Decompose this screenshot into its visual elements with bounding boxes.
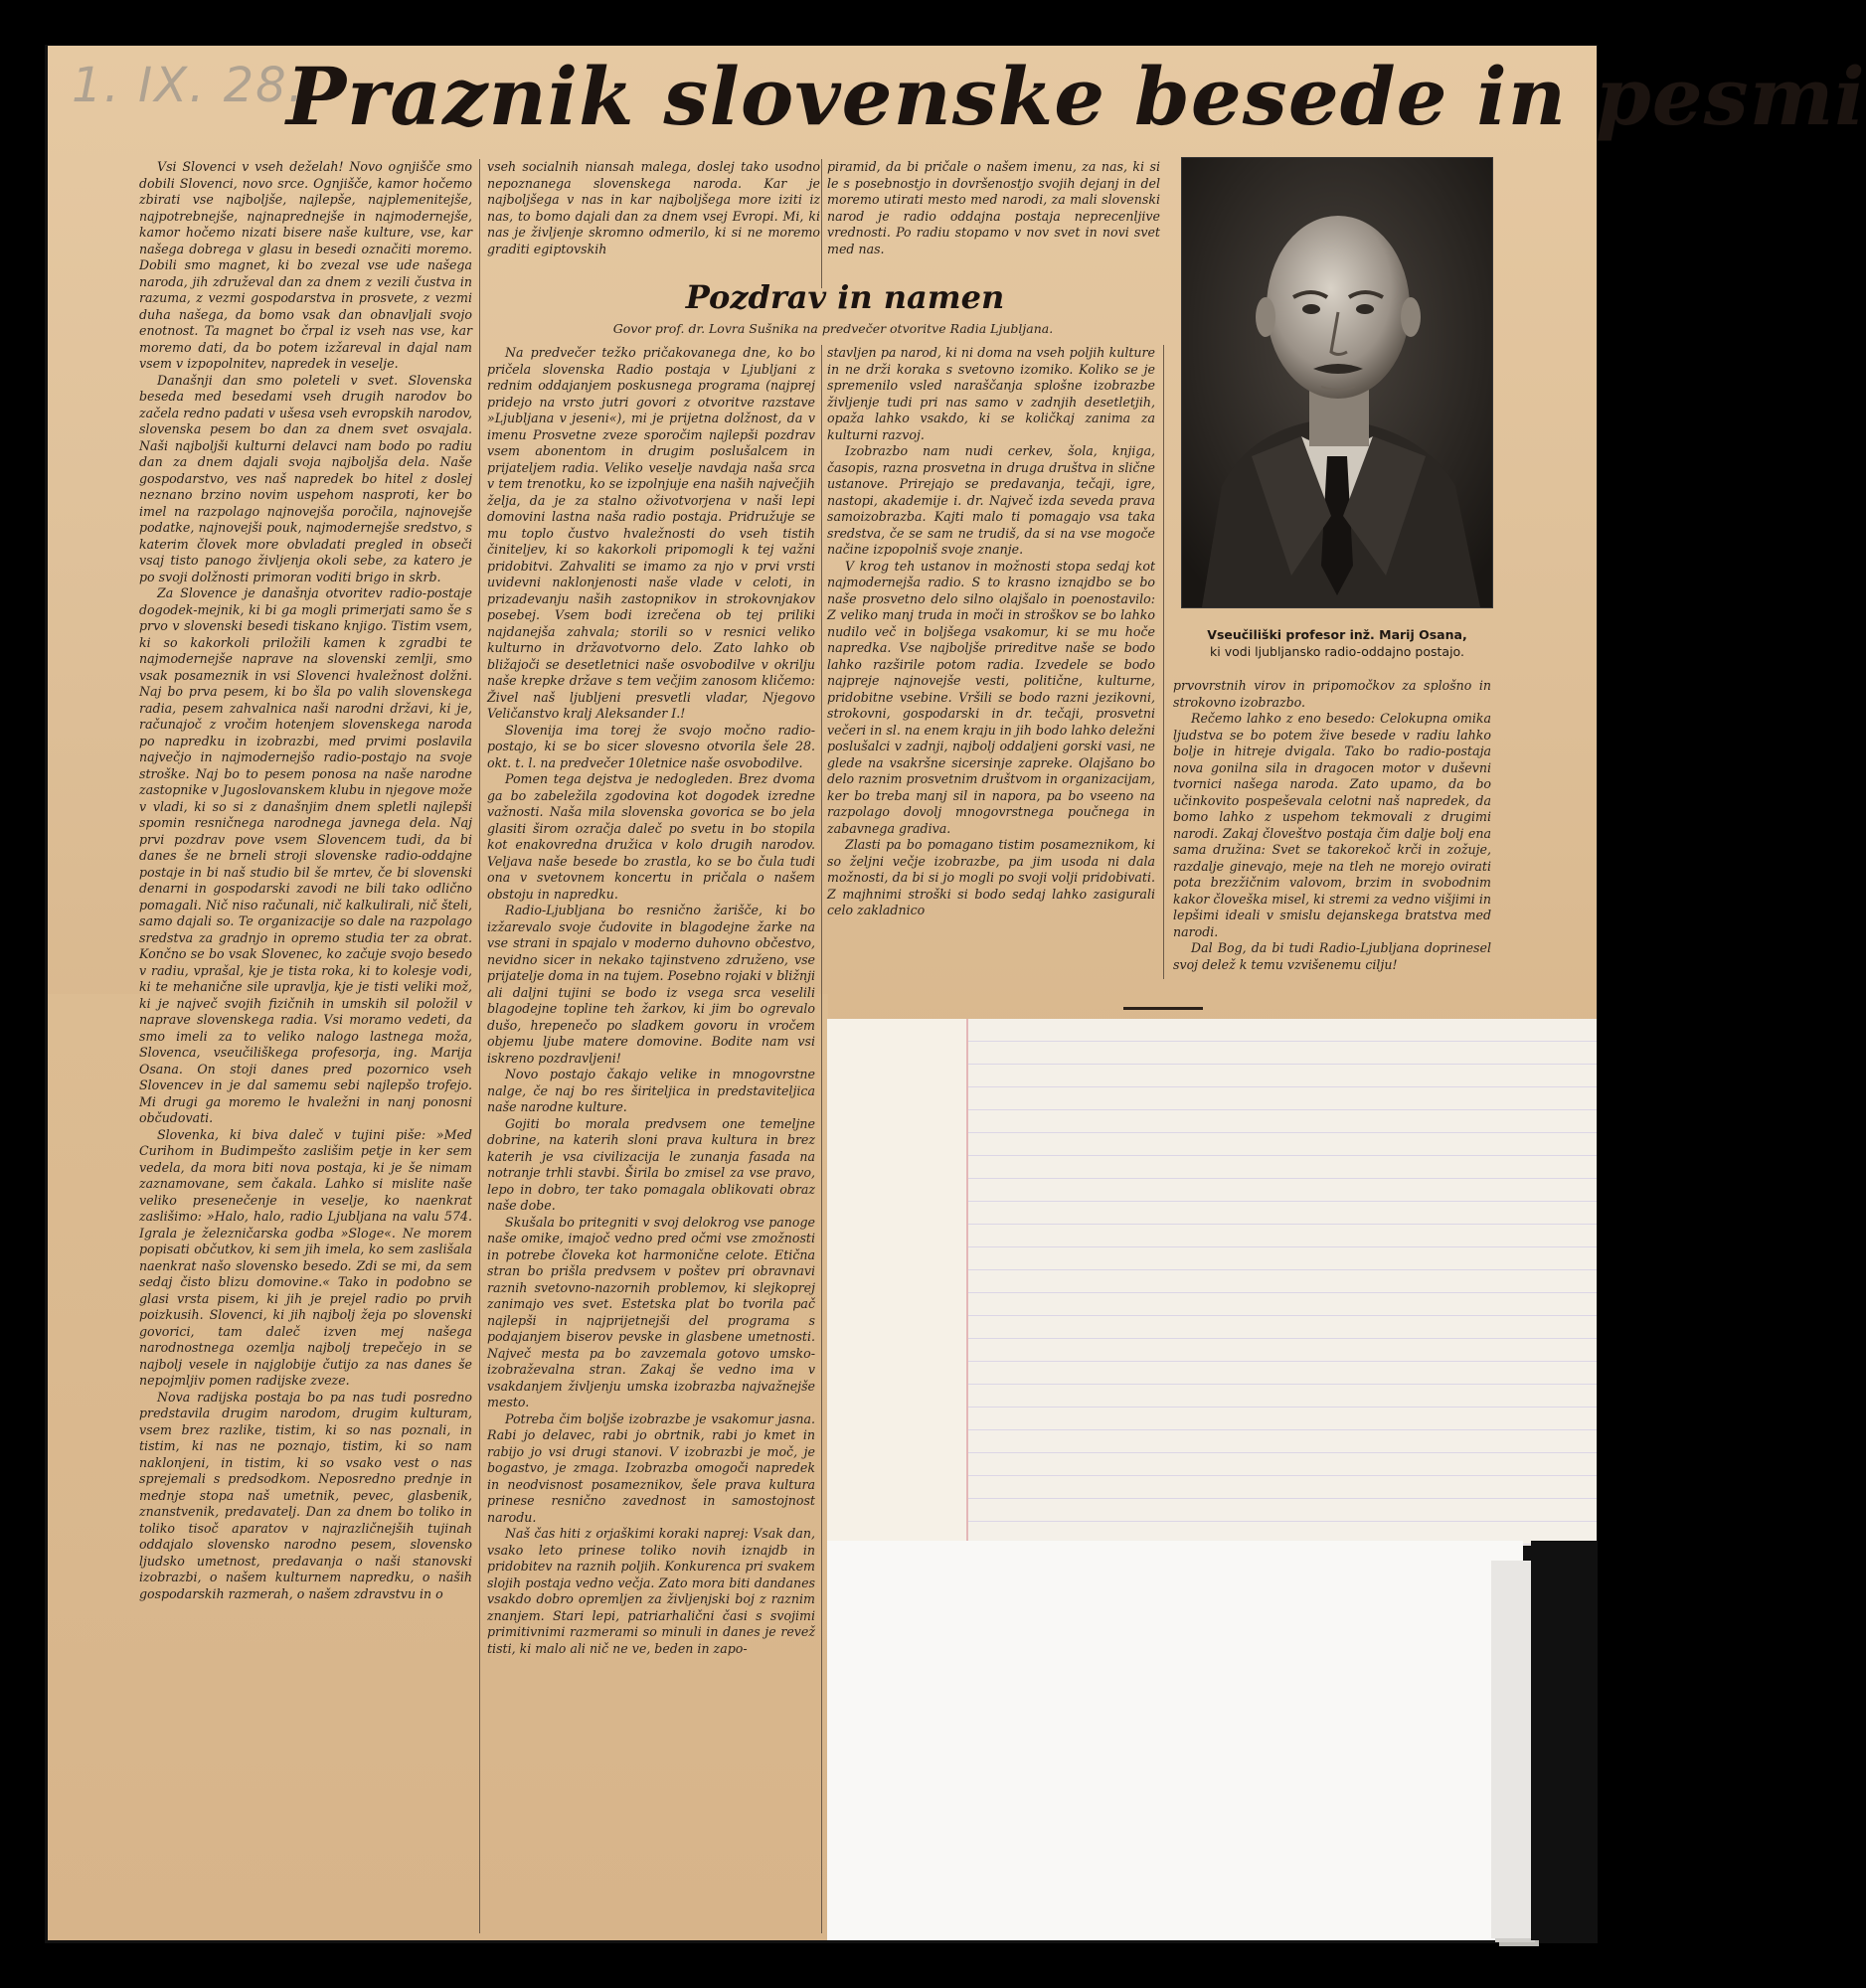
article-headline: Praznik slovenske besede in pesmi	[286, 50, 1866, 143]
speech-column-2	[827, 345, 1155, 979]
paragraph: Slovenija ima torej že svojo močno radio-postajo, ki se bo sicer slovesno otvorila šele 28. okt. t. l. na predvečer 10letnice naše osvobodilve.	[487, 722, 815, 770]
photo-caption	[1173, 626, 1501, 660]
paragraph: Zlasti pa bo pomagano tistim posameznikom, ki so željni večje izobrazbe, pa jim usoda ni dala možnosti, da bi si jo mogli po svoji volji pridobivati. Z majhnimi stroški si bodo sedaj lahko zasigurali celo zakladnico	[827, 837, 1155, 917]
blank-card-left	[827, 1019, 966, 1546]
paragraph: stavljen pa narod, ki ni doma na vseh poljih kulture in ne drži koraka s svetovno izomiko. Koliko se je spremenilo vsled naraščanja splošne izobrazbe življenje tudi pri nas samo v zadnjih desetletjih, opaža lahko vsakdo, ki se količkaj zanima za kulturni razvoj.	[827, 345, 1155, 442]
end-rule	[1123, 1007, 1203, 1010]
paragraph: Naš čas hiti z orjaškimi koraki naprej: Vsak dan, vsako leto prinese toliko novih iznajdb in pridobitev na raznih poljih. Konkurenca pri svakem slojih postaja vedno večja. Zato mora biti dandanes vsakdo dobro opremljen za življenjski boj z raznim znanjem. Stari lepi, patriarhalični časi s svojimi primitivnimi razmerami so minuli in danes je revež tisti, ki malo ali nič ne ve, beden in zapo-	[487, 1526, 815, 1656]
subheadline: Pozdrav in namen	[685, 278, 1005, 316]
paragraph: Pomen tega dejstva je nedogleden. Brez dvoma ga bo zabeležila zgodovina kot dogodek izredne važnosti. Naša mila slovenska govorica se bo jela glasiti širom ozračja daleč po svetu in bo stopila kot enakovredna družica v kolo drugih narodov. Veljava naše besede bo zrastla, ko se bo čula tudi ona v svetovnem koncertu in pričala o našem obstoju in napredku.	[487, 771, 815, 902]
paragraph: prvovrstnih virov in pripomočkov za splošno in strokovno izobrazbo.	[1173, 678, 1491, 710]
paragraph: Vsi Slovenci v vseh deželah! Novo ognjišče smo dobili Slovenci, novo srce. Ognjišče, kamor hočemo zbirati vse najboljše, najlepše, najplemenitejše, najpotrebnejše, najnaprednejše in najmodernejše, kamor hočemo nizati bisere naše kulture, vse, kar našega dobrega v glasu in besedi označiti moremo. Dobili smo magnet, ki bo zvezal vse ude našega naroda, jih združeval dan za dnem z vezili čustva in razuma, z vezmi gospodarstva in prosvete, z vezmi duha našega, da bomo vsak dan obnavljali svojo enotnost. Ta magnet bo črpal iz vseh nas vse, kar moremo dati, da bo potem izžareval in dajal nam vsem v izpopolnitev, napredek in veselje.	[139, 159, 472, 371]
column-divider	[1163, 345, 1164, 979]
paragraph: Današnji dan smo poleteli v svet. Slovenska beseda med besedami vseh drugih narodov bo začela redno padati v ušesa vseh evropskih narodov, slovenska pesem bo dan za dnem svet osvajala. Naši najboljši kulturni delavci nam bodo po radiu dan za dnem dajali svoja najboljša dela. Naše gospodarstvo, ves naš napredek bo hitel z doslej neznano brzino novim uspehom nasproti, ker bo imel na razpolago najnovejša poročila, najnovejše podatke, najnovejši pouk, najmodernejše sredstvo, s katerim človek more obvladati pregled in obseči vsaj tisto panogo življenja okoli sebe, za katero je po svoji dolžnosti primoran voditi brigo in skrb.	[139, 372, 472, 584]
paragraph: Dal Bog, da bi tudi Radio-Ljubljana doprinesel svoj delež k temu vzvišenemu cilju!	[1173, 940, 1491, 972]
paragraph: V krog teh ustanov in možnosti stopa sedaj kot najmodernejša radio. S to krasno iznajdbo se bo naše prosvetno delo silno olajšalo in poenostavilo: Z veliko manj truda in moči in stroškov se bo lahko nudilo več in boljšega vsakomur, ki se mu hoče napredka. Vse najboljše prireditve naše se bodo lahko razširile potom radia. Izvedele se bodo najpreje najnovejše vesti, politične, kulturne, pridobitne vsebine. Vršili se bodo razni jezikovni, strokovni, gospodarski in dr. tečaji, prosvetni večeri in sl. na enem kraju in jih bodo lahko deležni poslušalci v zadnji, najbolj oddaljeni gorski vasi, ne glede na vsakršne sicersinje zapreke. Olajšano bo delo raznim prosvetnim društvom in organizacijam, ker bo treba manj sil in napora, pa bo vseeno na razpolago dovolj mnogovrstnega poučnega in zabavnega gradiva.	[827, 558, 1155, 836]
portrait-illustration	[1182, 158, 1492, 607]
handwritten-date: 1. IX. 28.	[72, 58, 305, 113]
paragraph: piramid, da bi pričale o našem imenu, za nas, ki si le s posebnostjo in dovršenostjo svojih dejanj in del moremo utirati mesto med narodi, za mali slovenski narod je radio oddajna postaja neprecenljive vrednosti. Po radiu stopamo v nov svet in novi svet med nas.	[827, 159, 1160, 256]
paragraph: Rečemo lahko z eno besedo: Celokupna omika ljudstva se bo potem žive besede v radiu lahko bolje in hitreje dvigala. Tako bo radio-postaja nova gonilna sila in dragocen motor v duševni tvornici našega naroda. Zato upamo, da bo učinkovito pospeševala celotni naš napredek, da bomo lahko z uspehom tekmovali z drugimi narodi. Zakaj človeštvo postaja čim dalje bolj ena sama družina: Svet se takorekoč krči in zožuje, razdalje ginevajo, meje na tleh ne morejo ovirati pota brezžičnim valovom, brzim in svobodnim kakor človeška misel, ki stremi za vedno višjimi in lepšimi ideali v smislu dejanskega bratstva med narodi.	[1173, 711, 1491, 939]
speech-column-3	[1173, 678, 1491, 981]
paper-stack-edge	[1491, 1561, 1531, 1938]
paragraph: Novo postajo čakajo velike in mnogovrstne nalge, če naj bo res širiteljica in predstaviteljica naše narodne kulture.	[487, 1067, 815, 1114]
caption-line: Vseučiliški profesor inž. Marij Osana,	[1207, 627, 1467, 642]
blank-white-sheet	[827, 1541, 1523, 1940]
caption-line: ki vodi ljubljansko radio-oddajno postajo.	[1210, 644, 1464, 659]
byline: Govor prof. dr. Lovra Sušnika na predvečer otvoritve Radia Ljubljana.	[612, 321, 1054, 336]
portrait-photo	[1181, 157, 1493, 608]
intro-column-2	[487, 159, 820, 288]
paragraph: Za Slovence je današnja otvoritev radio-postaje dogodek-mejnik, ki bi ga mogli primerjati samo še s prvo v slovenski besedi tiskano knjigo. Tistim vsem, ki so kakorkoli priložili kamen k zgradbi te najmodernejše naprave na slovenski zemlji, smo vsak posameznik in vsi Slovenci hvaležnost dolžni. Naj bo prva pesem, ki bo šla po valih slovenskega radia, pesem zahvalnica naši narodni državi, ki je, računajoč z vročim hotenjem slovenskega naroda po napredku in izobrazbi, med prvimi poslavila največjo in najmodernejšo radio-postajo na svoje stroške. Naj bo to pesem ponosa na naše narodne zastopnike v Jugoslovanskem klubu in njegove može v vladi, ki so si z današnjim dnem spletli najlepši spomin resničnega narodnega javnega dela. Naj prvi pozdrav pove vsem Slovencem tudi, da bi danes še ne brneli stroji slovenske radio-oddajne postaje in bi naš studio bil še mrtev, če bi slovenski denarni in gospodarski zavodi ne bili tako odlično pomagali. Nič niso računali, nič kalkulirali, nič šteli, samo dajali so. Te organizacije so dale na razpolago sredstva za gradnjo in opremo studia ter za obrat. Končno se bo vsak Slovenec, ko začuje svojo besedo v radiu, vprašal, kje je tista roka, ki to kolesje vodi, ki te mehanične sile upravlja, kje je tisti veliki mož, ki je največ svojih fizičnih in umskih sil položil v naprave slovenskega radia. Vsi moramo vedeti, da smo imeli za to veliko nalogo lastnega moža, Slovenca, vseučiliškega profesorja, ing. Marija Osana. On stoji danes pred pozornico vseh Slovencev in je dal samemu sebi najlepšo trofejo. Mi drugi ga moremo le hvaležni in nanj ponosni občudovati.	[139, 585, 472, 1125]
column-divider	[821, 345, 822, 1933]
paragraph: Slovenka, ki biva daleč v tujini piše: »Med Curihom in Budimpešto zaslišim petje in ker sem vedela, da mora biti nova postaja, ki je še nimam zaznamovane, sem čakala. Lahko si mislite naše veliko presenečenje in veselje, ko naenkrat zaslišimo: »Halo, halo, radio Ljubljana na valu 574. Igrala je železničarska godba »Sloge«. Ne morem popisati občutkov, ki sem jih imela, ko sem zaslišala naenkrat našo slovensko besedo. Zdi se mi, da sem sedaj čisto blizu domovine.« Tako in podobno se glasi vrsta pisem, ki jih je prejel radio po prvih poizkusih. Slovenci, ki jih najbolj žeja po slovenski govorici, tam daleč izven mej našega narodnostnega ozemlja najbolj trepečejo in se najbolj vesele in najglobije čutijo za nas danes še nepojmljiv pomen radijske zveze.	[139, 1126, 472, 1388]
paragraph: Radio-Ljubljana bo resnično žarišče, ki bo izžarevalo svoje čudovite in blagodejne žarke na vse strani in spajalo v moderno duhovno občestvo, nevidno sicer in nekako tajinstveno združeno, vse prijatelje doma in na tujem. Posebno rojaki v bližnji ali daljni tujini se bodo iz vsega srca veselili blagodejne topline teh žarkov, ki jim bo ogrevalo dušo, hrepenečo po sladkem govoru in vročem objemu ljube matere domovine. Bodite nam vsi iskreno pozdravljeni!	[487, 903, 815, 1066]
paragraph: vseh socialnih niansah malega, doslej tako usodno nepoznanega slovenskega naroda. Kar je najboljšega v nas in kar najboljšega more iziti iz nas, to bomo dajali dan za dnem vsej Evropi. Mi, ki nas je življenje skromno odmerilo, ki si ne moremo graditi egiptovskih	[487, 159, 820, 256]
intro-column-1	[139, 159, 472, 1933]
paragraph: Skušala bo pritegniti v svoj delokrog vse panoge naše omike, imajoč vedno pred očmi vse zmožnosti in potrebe človeka kot harmonične celote. Etična stran bo prišla predvsem v poštev pri obravnavi raznih svetovno-nazornih problemov, ki slejkoprej zanimajo ves svet. Estetska plat bo tvorila pač najlepši in najprijetnejši del programa s podajanjem biserov pevske in glasbene umetnosti. Največ mesta pa bo zavzemala gotovo umsko-izobraževalna stran. Zakaj še vedno ima v vsakdanjem življenju umska izobrazba najvažnejše mesto.	[487, 1214, 815, 1409]
speech-column-1	[487, 345, 815, 1933]
column-divider	[821, 159, 822, 288]
lined-index-card	[966, 1019, 1597, 1546]
paragraph: Nova radijska postaja bo pa nas tudi posredno predstavila drugim narodom, drugim kulturam, vsem brez razlike, tistim, ki so nas poznali, in tistim, ki nas ne poznajo, tistim, ki so nam naklonjeni, in tistim, ki so vsako vest o nas sprejemali s predsodkom. Neposredno prednje in mednje stopa naš umetnik, pevec, glasbenik, znanstvenik, predavatelj. Dan za dnem bo toliko in toliko tisoč aparatov v najrazličnejših tujinah oddajalo slovensko narodno pesem, slovensko ljudsko umetnost, predavanja o naši stanovski izobrazbi, o našem kulturnem napredku, o naših gospodarskih razmerah, o našem zdravstvu in o	[139, 1389, 472, 1601]
paragraph: Izobrazbo nam nudi cerkev, šola, knjiga, časopis, razna prosvetna in druga društva in slične ustanove. Prirejajo se predavanja, tečaji, igre, nastopi, akademije i. dr. Največ izda seveda prava samoizobrazba. Kajti malo ti pomagajo vsa taka sredstva, če se sam ne trudiš, da si na vse mogoče načine izpopolniš svoje znanje.	[827, 443, 1155, 557]
paragraph: Gojiti bo morala predvsem one temeljne dobrine, na katerih sloni prava kultura in brez katerih je vsa civilizacija le zunanja fasada na notranje trhli stavbi. Širila bo zmisel za vse pravo, lepo in dobro, ter tako pomagala oblikovati obraz naše dobe.	[487, 1115, 815, 1213]
paragraph: Na predvečer težko pričakovanega dne, ko bo pričela slovenska Radio postaja v Ljubljani z rednim oddajanjem poskusnega programa (najprej pridejo na vrsto jutri govori z otvoritve razstave »Ljubljana v jeseni«), mi je prijetna dolžnost, da v imenu Prosvetne zveze sporočim najlepši pozdrav vsem abonentom in drugim poslušalcem in prijateljem radia. Veliko veselje navdaja naša srca v tem trenotku, ko se izpolnjuje ena naših največjih želja, da je za stalno oživotvorjena v naši lepi domovini lastna naša radio postaja. Pridružuje se mu toplo čustvo hvaležnosti do vseh tistih činiteljev, ki so kakorkoli pripomogli k tej važni pridobitvi. Zahvaliti se imamo za njo v prvi vrsti uvidevni naklonjenosti naše vlade v celoti, in prizadevanju naših zastopnikov in strokovnjakov posebej. Vsem bodi izrečena ob tej priliki najdanejša zahvala; storili so v resnici veliko kulturno in državotvorno delo. Zato lahko ob bližajoči se desetletnici naše osvobodilve v okrilju naše krepke države s tem večjim zanosom kličemo: Živel naš ljubljeni presvetli vladar, Njegovo Veličanstvo kralj Aleksander I.!	[487, 345, 815, 721]
dark-margin	[1531, 1541, 1597, 1940]
column-divider	[479, 159, 480, 1933]
intro-column-3	[827, 159, 1160, 288]
paragraph: Potreba čim boljše izobrazbe je vsakomur jasna. Rabi jo delavec, rabi jo obrtnik, rabi jo kmet in rabijo jo vsi drugi stanovi. V izobrazbi je moč, je bogastvo, je zmaga. Izobrazba omogoči napredek in neodvisnost posameznikov, šele prava kultura prinese resnično zavednost in samostojnost narodu.	[487, 1410, 815, 1525]
